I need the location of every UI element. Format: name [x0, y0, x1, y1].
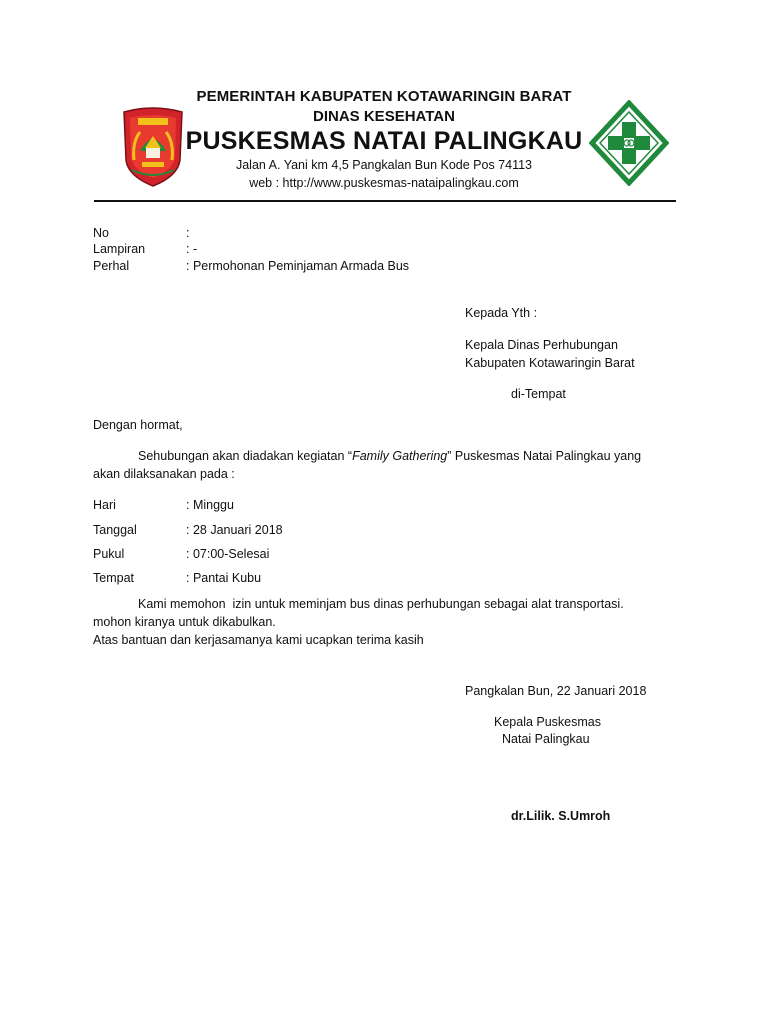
intro-line2: akan dilaksanakan pada : [93, 467, 235, 481]
detail-pukul-label: Pukul [93, 547, 125, 561]
detail-pukul-value: : 07:00-Selesai [186, 547, 270, 561]
recipient-line1: Kepala Dinas Perhubungan [465, 338, 618, 352]
signature-name: dr.Lilik. S.Umroh [511, 809, 611, 823]
body-line1: Kami memohon izin untuk meminjam bus dinas perhubungan sebagai alat transportasi. [138, 597, 624, 611]
detail-tanggal-label: Tanggal [93, 523, 137, 537]
signature-place-date: Pangkalan Bun, 22 Januari 2018 [465, 684, 647, 698]
detail-tempat-label: Tempat [93, 571, 134, 585]
signature-position2: Natai Palingkau [502, 732, 590, 746]
body-line3: Atas bantuan dan kerjasamanya kami ucapkan terima kasih [93, 633, 424, 647]
recipient-line2: Kabupaten Kotawaringin Barat [465, 356, 635, 370]
intro-text-part1: Sehubungan akan diadakan kegiatan “ [138, 449, 353, 463]
intro-line1 [138, 448, 641, 464]
meta-lampiran-value: : - [186, 242, 198, 256]
meta-no-value: : [186, 226, 190, 240]
puskesmas-cross-logo-icon [589, 100, 669, 186]
signature-position1: Kepala Puskesmas [494, 715, 602, 729]
letterhead-address: Jalan A. Yani km 4,5 Pangkalan Bun Kode Pos 74113 [235, 158, 533, 172]
meta-lampiran-label: Lampiran [93, 242, 146, 256]
intro-event-name: Family Gathering [352, 449, 448, 463]
meta-perhal-label: Perhal [93, 259, 130, 273]
detail-hari-value: : Minggu [186, 498, 234, 512]
letterhead-website: web : http://www.puskesmas-nataipalingkau.com [249, 176, 519, 190]
meta-no-label: No [93, 226, 109, 240]
letterhead-title: PUSKESMAS NATAI PALINGKAU [185, 127, 583, 155]
recipient-greeting: Kepada Yth : [465, 306, 538, 320]
body-line2: mohon kiranya untuk dikabulkan. [93, 615, 276, 629]
letterhead-government: PEMERINTAH KABUPATEN KOTAWARINGIN BARAT [196, 88, 572, 105]
meta-perhal-value: : Permohonan Peminjaman Armada Bus [186, 259, 410, 273]
intro-text-part2: ” Puskesmas Natai Palingkau yang [447, 449, 642, 463]
detail-hari-label: Hari [93, 498, 116, 512]
detail-tempat-value: : Pantai Kubu [186, 571, 262, 585]
salutation: Dengan hormat, [93, 418, 183, 432]
detail-tanggal-value: : 28 Januari 2018 [186, 523, 283, 537]
letterhead-divider [94, 200, 676, 202]
recipient-place: di-Tempat [511, 387, 566, 401]
letterhead-department: DINAS KESEHATAN [313, 108, 455, 125]
